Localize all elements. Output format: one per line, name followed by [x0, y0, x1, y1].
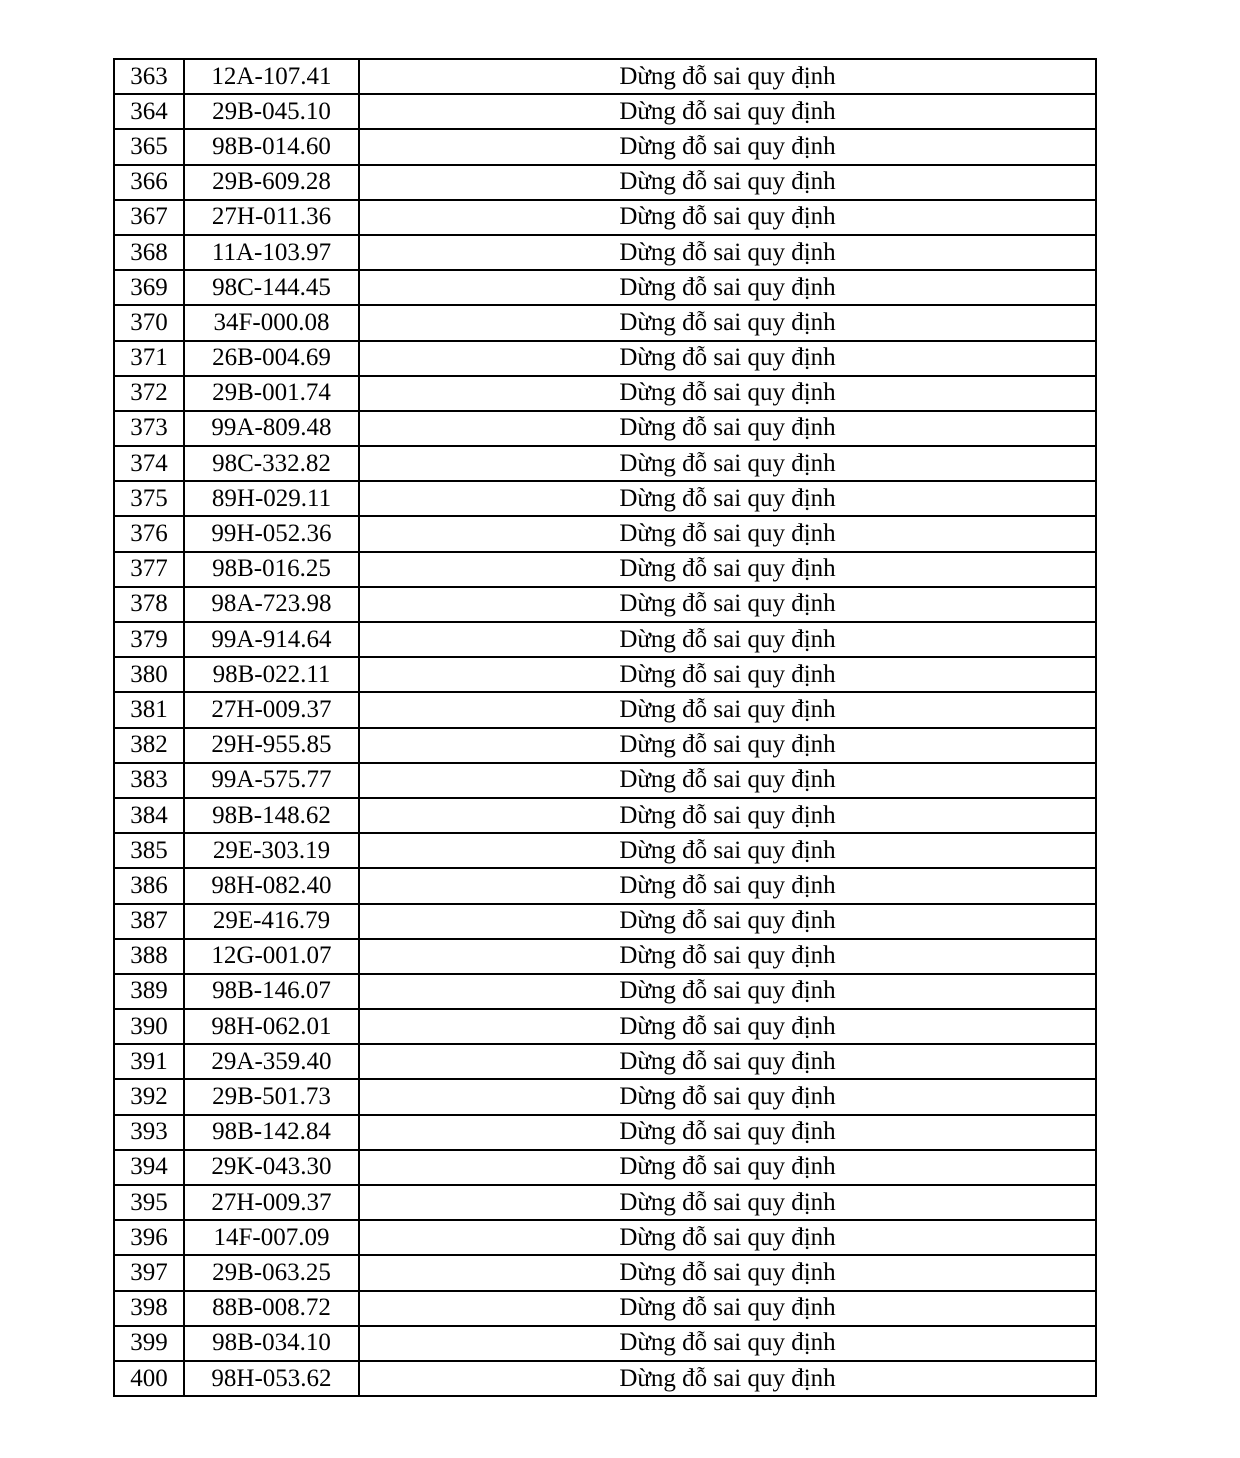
license-plate-cell: 29B-045.10	[184, 94, 359, 129]
row-number-cell: 368	[114, 235, 184, 270]
violation-cell: Dừng đỗ sai quy định	[359, 692, 1096, 727]
row-number-cell: 378	[114, 587, 184, 622]
license-plate-cell: 12A-107.41	[184, 59, 359, 94]
table-row	[114, 481, 1096, 516]
license-plate-cell: 12G-001.07	[184, 939, 359, 974]
table-row	[114, 1150, 1096, 1185]
license-plate-cell: 29K-043.30	[184, 1150, 359, 1185]
row-number-cell: 380	[114, 657, 184, 692]
license-plate-cell: 27H-011.36	[184, 200, 359, 235]
violation-cell: Dừng đỗ sai quy định	[359, 1255, 1096, 1290]
table-row	[114, 305, 1096, 340]
license-plate-cell: 98B-016.25	[184, 552, 359, 587]
violation-cell: Dừng đỗ sai quy định	[359, 552, 1096, 587]
license-plate-cell: 29B-063.25	[184, 1255, 359, 1290]
violation-cell: Dừng đỗ sai quy định	[359, 516, 1096, 551]
license-plate-cell: 98B-142.84	[184, 1115, 359, 1150]
license-plate-cell: 27H-009.37	[184, 1185, 359, 1220]
row-number-cell: 370	[114, 305, 184, 340]
table-row	[114, 129, 1096, 164]
violation-cell: Dừng đỗ sai quy định	[359, 341, 1096, 376]
license-plate-cell: 88B-008.72	[184, 1291, 359, 1326]
violation-cell: Dừng đỗ sai quy định	[359, 305, 1096, 340]
table-row	[114, 1291, 1096, 1326]
table-row	[114, 1255, 1096, 1290]
license-plate-cell: 99A-575.77	[184, 763, 359, 798]
table-row	[114, 165, 1096, 200]
license-plate-cell: 29E-416.79	[184, 904, 359, 939]
table-row	[114, 1115, 1096, 1150]
table-row	[114, 763, 1096, 798]
license-plate-cell: 89H-029.11	[184, 481, 359, 516]
row-number-cell: 379	[114, 622, 184, 657]
row-number-cell: 397	[114, 1255, 184, 1290]
license-plate-cell: 29H-955.85	[184, 728, 359, 763]
violation-cell: Dừng đỗ sai quy định	[359, 1079, 1096, 1114]
row-number-cell: 395	[114, 1185, 184, 1220]
row-number-cell: 374	[114, 446, 184, 481]
license-plate-cell: 14F-007.09	[184, 1220, 359, 1255]
table-row	[114, 446, 1096, 481]
violation-cell: Dừng đỗ sai quy định	[359, 1115, 1096, 1150]
violation-cell: Dừng đỗ sai quy định	[359, 728, 1096, 763]
row-number-cell: 399	[114, 1326, 184, 1361]
license-plate-cell: 26B-004.69	[184, 341, 359, 376]
violation-cell: Dừng đỗ sai quy định	[359, 939, 1096, 974]
row-number-cell: 390	[114, 1009, 184, 1044]
table-row	[114, 1361, 1096, 1396]
row-number-cell: 364	[114, 94, 184, 129]
violation-cell: Dừng đỗ sai quy định	[359, 270, 1096, 305]
license-plate-cell: 98B-148.62	[184, 798, 359, 833]
violation-cell: Dừng đỗ sai quy định	[359, 1044, 1096, 1079]
license-plate-cell: 99H-052.36	[184, 516, 359, 551]
license-plate-cell: 99A-809.48	[184, 411, 359, 446]
violation-cell: Dừng đỗ sai quy định	[359, 798, 1096, 833]
table-row	[114, 1009, 1096, 1044]
row-number-cell: 391	[114, 1044, 184, 1079]
license-plate-cell: 98B-146.07	[184, 974, 359, 1009]
table-body	[114, 59, 1096, 1396]
row-number-cell: 383	[114, 763, 184, 798]
row-number-cell: 388	[114, 939, 184, 974]
license-plate-cell: 98H-082.40	[184, 868, 359, 903]
violation-cell: Dừng đỗ sai quy định	[359, 411, 1096, 446]
table-row	[114, 552, 1096, 587]
license-plate-cell: 98C-332.82	[184, 446, 359, 481]
table-row	[114, 1185, 1096, 1220]
license-plate-cell: 27H-009.37	[184, 692, 359, 727]
table-row	[114, 1044, 1096, 1079]
violation-cell: Dừng đỗ sai quy định	[359, 622, 1096, 657]
row-number-cell: 394	[114, 1150, 184, 1185]
row-number-cell: 376	[114, 516, 184, 551]
violation-cell: Dừng đỗ sai quy định	[359, 1185, 1096, 1220]
row-number-cell: 387	[114, 904, 184, 939]
license-plate-cell: 98B-034.10	[184, 1326, 359, 1361]
table-row	[114, 235, 1096, 270]
table-row	[114, 974, 1096, 1009]
row-number-cell: 367	[114, 200, 184, 235]
table-row	[114, 868, 1096, 903]
table-row	[114, 200, 1096, 235]
row-number-cell: 385	[114, 833, 184, 868]
license-plate-cell: 98A-723.98	[184, 587, 359, 622]
license-plate-cell: 99A-914.64	[184, 622, 359, 657]
table-row	[114, 1220, 1096, 1255]
table-row	[114, 904, 1096, 939]
row-number-cell: 369	[114, 270, 184, 305]
table-row	[114, 657, 1096, 692]
table-row	[114, 1326, 1096, 1361]
row-number-cell: 365	[114, 129, 184, 164]
license-plate-cell: 29B-501.73	[184, 1079, 359, 1114]
table-row	[114, 587, 1096, 622]
row-number-cell: 377	[114, 552, 184, 587]
row-number-cell: 396	[114, 1220, 184, 1255]
table-row	[114, 833, 1096, 868]
row-number-cell: 386	[114, 868, 184, 903]
violation-cell: Dừng đỗ sai quy định	[359, 1009, 1096, 1044]
table-row	[114, 341, 1096, 376]
row-number-cell: 372	[114, 376, 184, 411]
table-row	[114, 622, 1096, 657]
violation-cell: Dừng đỗ sai quy định	[359, 165, 1096, 200]
row-number-cell: 381	[114, 692, 184, 727]
violation-cell: Dừng đỗ sai quy định	[359, 94, 1096, 129]
row-number-cell: 373	[114, 411, 184, 446]
license-plate-cell: 98B-014.60	[184, 129, 359, 164]
license-plate-cell: 98B-022.11	[184, 657, 359, 692]
row-number-cell: 371	[114, 341, 184, 376]
table-row	[114, 376, 1096, 411]
violation-cell: Dừng đỗ sai quy định	[359, 59, 1096, 94]
violation-cell: Dừng đỗ sai quy định	[359, 235, 1096, 270]
violation-cell: Dừng đỗ sai quy định	[359, 129, 1096, 164]
row-number-cell: 363	[114, 59, 184, 94]
table-row	[114, 728, 1096, 763]
table-row	[114, 798, 1096, 833]
row-number-cell: 375	[114, 481, 184, 516]
row-number-cell: 400	[114, 1361, 184, 1396]
row-number-cell: 384	[114, 798, 184, 833]
row-number-cell: 393	[114, 1115, 184, 1150]
row-number-cell: 366	[114, 165, 184, 200]
row-number-cell: 382	[114, 728, 184, 763]
license-plate-cell: 98C-144.45	[184, 270, 359, 305]
violation-cell: Dừng đỗ sai quy định	[359, 868, 1096, 903]
row-number-cell: 392	[114, 1079, 184, 1114]
license-plate-cell: 98H-053.62	[184, 1361, 359, 1396]
table-row	[114, 270, 1096, 305]
table-row	[114, 1079, 1096, 1114]
violation-cell: Dừng đỗ sai quy định	[359, 1361, 1096, 1396]
violation-cell: Dừng đỗ sai quy định	[359, 1150, 1096, 1185]
table-row	[114, 59, 1096, 94]
license-plate-cell: 34F-000.08	[184, 305, 359, 340]
row-number-cell: 389	[114, 974, 184, 1009]
license-plate-cell: 29E-303.19	[184, 833, 359, 868]
license-plate-cell: 11A-103.97	[184, 235, 359, 270]
violation-cell: Dừng đỗ sai quy định	[359, 587, 1096, 622]
violation-cell: Dừng đỗ sai quy định	[359, 904, 1096, 939]
table-row	[114, 516, 1096, 551]
violation-cell: Dừng đỗ sai quy định	[359, 974, 1096, 1009]
violation-cell: Dừng đỗ sai quy định	[359, 376, 1096, 411]
table-row	[114, 939, 1096, 974]
violation-cell: Dừng đỗ sai quy định	[359, 1326, 1096, 1361]
violation-cell: Dừng đỗ sai quy định	[359, 763, 1096, 798]
violation-cell: Dừng đỗ sai quy định	[359, 833, 1096, 868]
violations-table	[113, 58, 1097, 1397]
license-plate-cell: 29B-001.74	[184, 376, 359, 411]
table-row	[114, 94, 1096, 129]
license-plate-cell: 29A-359.40	[184, 1044, 359, 1079]
violation-cell: Dừng đỗ sai quy định	[359, 657, 1096, 692]
violation-cell: Dừng đỗ sai quy định	[359, 1220, 1096, 1255]
violation-cell: Dừng đỗ sai quy định	[359, 200, 1096, 235]
row-number-cell: 398	[114, 1291, 184, 1326]
violation-cell: Dừng đỗ sai quy định	[359, 481, 1096, 516]
table-row	[114, 411, 1096, 446]
license-plate-cell: 98H-062.01	[184, 1009, 359, 1044]
violation-cell: Dừng đỗ sai quy định	[359, 446, 1096, 481]
violation-cell: Dừng đỗ sai quy định	[359, 1291, 1096, 1326]
license-plate-cell: 29B-609.28	[184, 165, 359, 200]
table-row	[114, 692, 1096, 727]
